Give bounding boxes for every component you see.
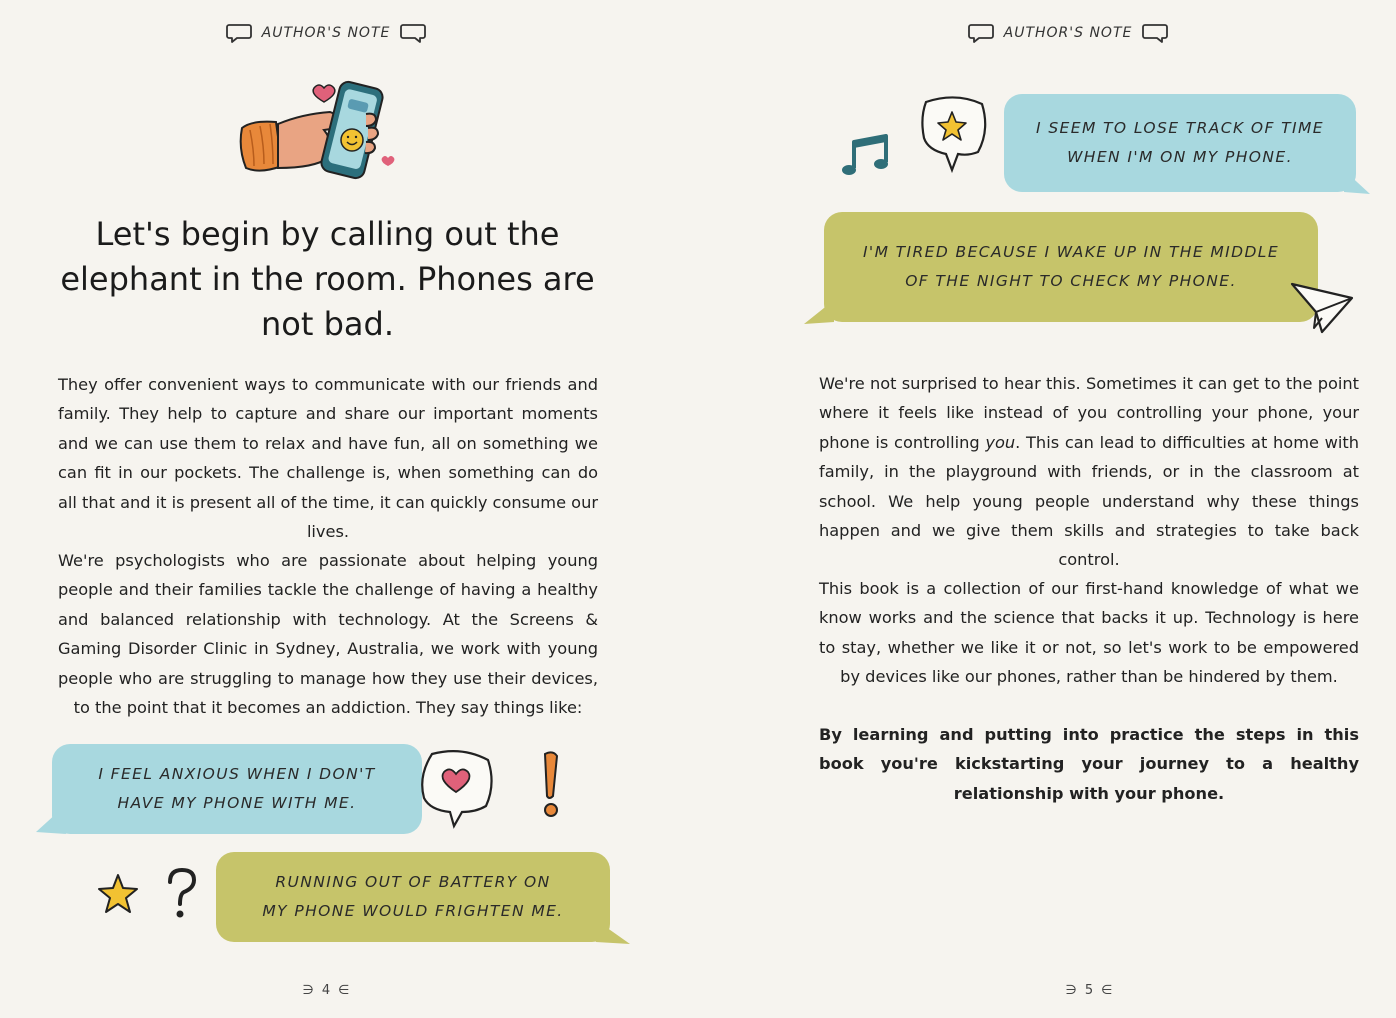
closing-paragraph: By learning and putting into practice the steps in this book you're kickstarting your journey to a healthy relationship with your phone. bbox=[819, 725, 1359, 803]
speech-bubble-icon bbox=[400, 22, 426, 44]
bubble-tail bbox=[36, 812, 66, 836]
page-number bbox=[0, 983, 660, 998]
page-number-deco: ∋ bbox=[1065, 983, 1085, 998]
bubble-tail bbox=[804, 300, 834, 326]
quote-line: I SEEM TO LOSE TRACK OF TIME bbox=[1036, 119, 1324, 137]
right-page bbox=[698, 0, 1396, 1018]
emphasis-text: you bbox=[985, 432, 1016, 452]
quote-line: HAVE MY PHONE WITH ME. bbox=[117, 794, 357, 812]
bubble-tail bbox=[596, 920, 630, 946]
header-label: AUTHOR'S NOTE bbox=[1003, 25, 1133, 41]
quote-bubble bbox=[216, 852, 610, 942]
page-header bbox=[0, 22, 656, 44]
speech-bubble-icon bbox=[226, 22, 252, 44]
quote-bubble bbox=[824, 212, 1318, 322]
page-headline: Let's begin by calling out the elephant in the room. Phones are not bad. bbox=[60, 215, 595, 343]
page-number-deco: ∋ bbox=[302, 983, 322, 998]
page-number bbox=[698, 983, 1396, 998]
quote-bubble bbox=[1004, 94, 1356, 192]
quote-line: MY PHONE WOULD FRIGHTEN ME. bbox=[262, 902, 564, 920]
body-paragraph: This book is a collection of our first-hand knowledge of what we know works and the science that backs it up. Technology is here to stay, whether we like it or not, so let's work to be empowered by devices like our phones, rather than be hindered by them. bbox=[819, 579, 1359, 687]
star-bubble-icon bbox=[916, 92, 990, 174]
page-number-deco: ∈ bbox=[338, 983, 358, 998]
quote-line: WHEN I'M ON MY PHONE. bbox=[1067, 148, 1293, 166]
text-run: We're not surprised to hear this. Sometimes it can get to the point where it feels like instead of you controlling your phone, your phone is controlling bbox=[819, 374, 1359, 452]
quote-line: OF THE NIGHT TO CHECK MY PHONE. bbox=[905, 272, 1237, 290]
speech-bubble-icon bbox=[968, 22, 994, 44]
music-note-icon bbox=[840, 134, 894, 180]
quote-line: RUNNING OUT OF BATTERY ON bbox=[275, 873, 551, 891]
hand-holding-phone-illustration bbox=[238, 78, 398, 186]
exclamation-icon bbox=[535, 750, 565, 822]
star-icon bbox=[96, 872, 140, 914]
page-number-value: 4 bbox=[321, 983, 339, 998]
speech-bubble-icon bbox=[1142, 22, 1168, 44]
page-number-deco: ∈ bbox=[1101, 983, 1121, 998]
paper-plane-icon bbox=[1290, 278, 1354, 336]
quote-line: I FEEL ANXIOUS WHEN I DON'T bbox=[98, 765, 376, 783]
body-paragraph: We're psychologists who are passionate about helping young people and their families tackle the challenge of having a healthy and balanced relationship with technology. At the Screens & Gaming Disorder Clinic in Sydney, Australia, we work with young people who are struggling to manage how they use their devices, to the point that it becomes an addiction. They say things like: bbox=[58, 551, 598, 718]
body-paragraph: They offer convenient ways to communicate with our friends and family. They help to capture and share our important moments and we can use them to relax and have fun, all on something we can fit in our pockets. The challenge is, when something can do all that and it is present all of the time, it can quickly consume our lives. bbox=[58, 375, 598, 542]
quote-bubble bbox=[52, 744, 422, 834]
quote-line: I'M TIRED BECAUSE I WAKE UP IN THE MIDDLE bbox=[862, 243, 1280, 261]
page-header bbox=[778, 22, 1358, 44]
page-number-value: 5 bbox=[1084, 983, 1102, 998]
text-run: . This can lead to difficulties at home with family, in the playground with friends, or in the classroom at school. We help young people understand why these things happen and we give them skills and strategies to take back control. bbox=[819, 432, 1360, 570]
bubble-tail bbox=[1344, 170, 1370, 196]
body-paragraph bbox=[819, 369, 1359, 575]
header-label: AUTHOR'S NOTE bbox=[261, 25, 391, 41]
heart-bubble-icon bbox=[418, 746, 496, 830]
question-mark-icon bbox=[164, 866, 198, 922]
